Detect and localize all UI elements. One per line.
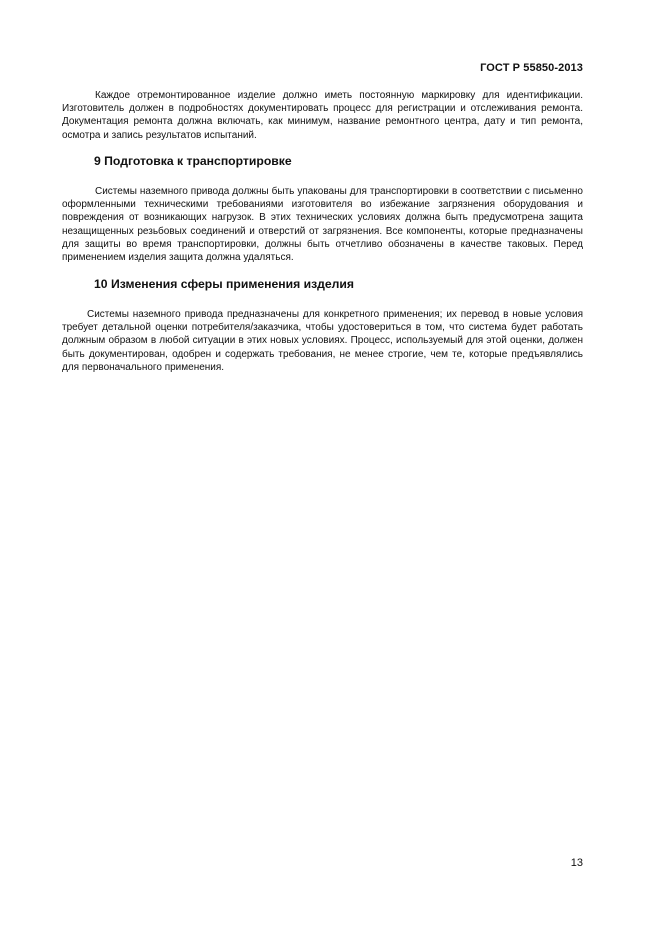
intro-paragraph-text: Каждое отремонтированное изделие должно иметь постоянную маркировку для идентификации. Изготовитель должен в подробностях документировать процесс для регистрации и отслеживания ремонта. Документация ремонта должна включать, как минимум, название ремонтного центра, дату и тип ремонта, осмотра и запись результатов испытаний. bbox=[62, 90, 583, 141]
intro-paragraph bbox=[62, 89, 583, 142]
section-9-heading: 9 Подготовка к транспортировке bbox=[94, 154, 292, 168]
section-10-paragraph-text: Системы наземного привода предназначены для конкретного применения; их перевод в новые условия требует детальной оценки потребителя/заказчика, чтобы удостовериться в том, что система будет работать должным образом в любой ситуации в этих новых условиях. Процесс, используемый для этой оценки, должен быть документирован, одобрен и содержать требования, не менее строгие, чем те, которые предъявлялись для первоначального применения. bbox=[62, 309, 583, 373]
document-code: ГОСТ Р 55850-2013 bbox=[480, 62, 583, 74]
section-9-paragraph bbox=[62, 185, 583, 264]
section-10-paragraph bbox=[62, 308, 583, 374]
section-10-heading: 10 Изменения сферы применения изделия bbox=[94, 277, 355, 291]
section-9-paragraph-text: Системы наземного привода должны быть упакованы для транспортировки в соответствии с письменно оформленными техническими требованиями изготовителя во избежание загрязнения оборудования и повреждения от возникающих нагрузок. В этих технических условиях должна быть предусмотрена защита незащищенных резьбовых соединений и отверстий от загрязнения. Все компоненты, которые предназначены для защиты во время транспортировки, должны быть отчетливо обозначены в качестве таковых. Перед применением изделия защита должна удаляться. bbox=[62, 186, 583, 264]
page-number: 13 bbox=[570, 857, 583, 869]
